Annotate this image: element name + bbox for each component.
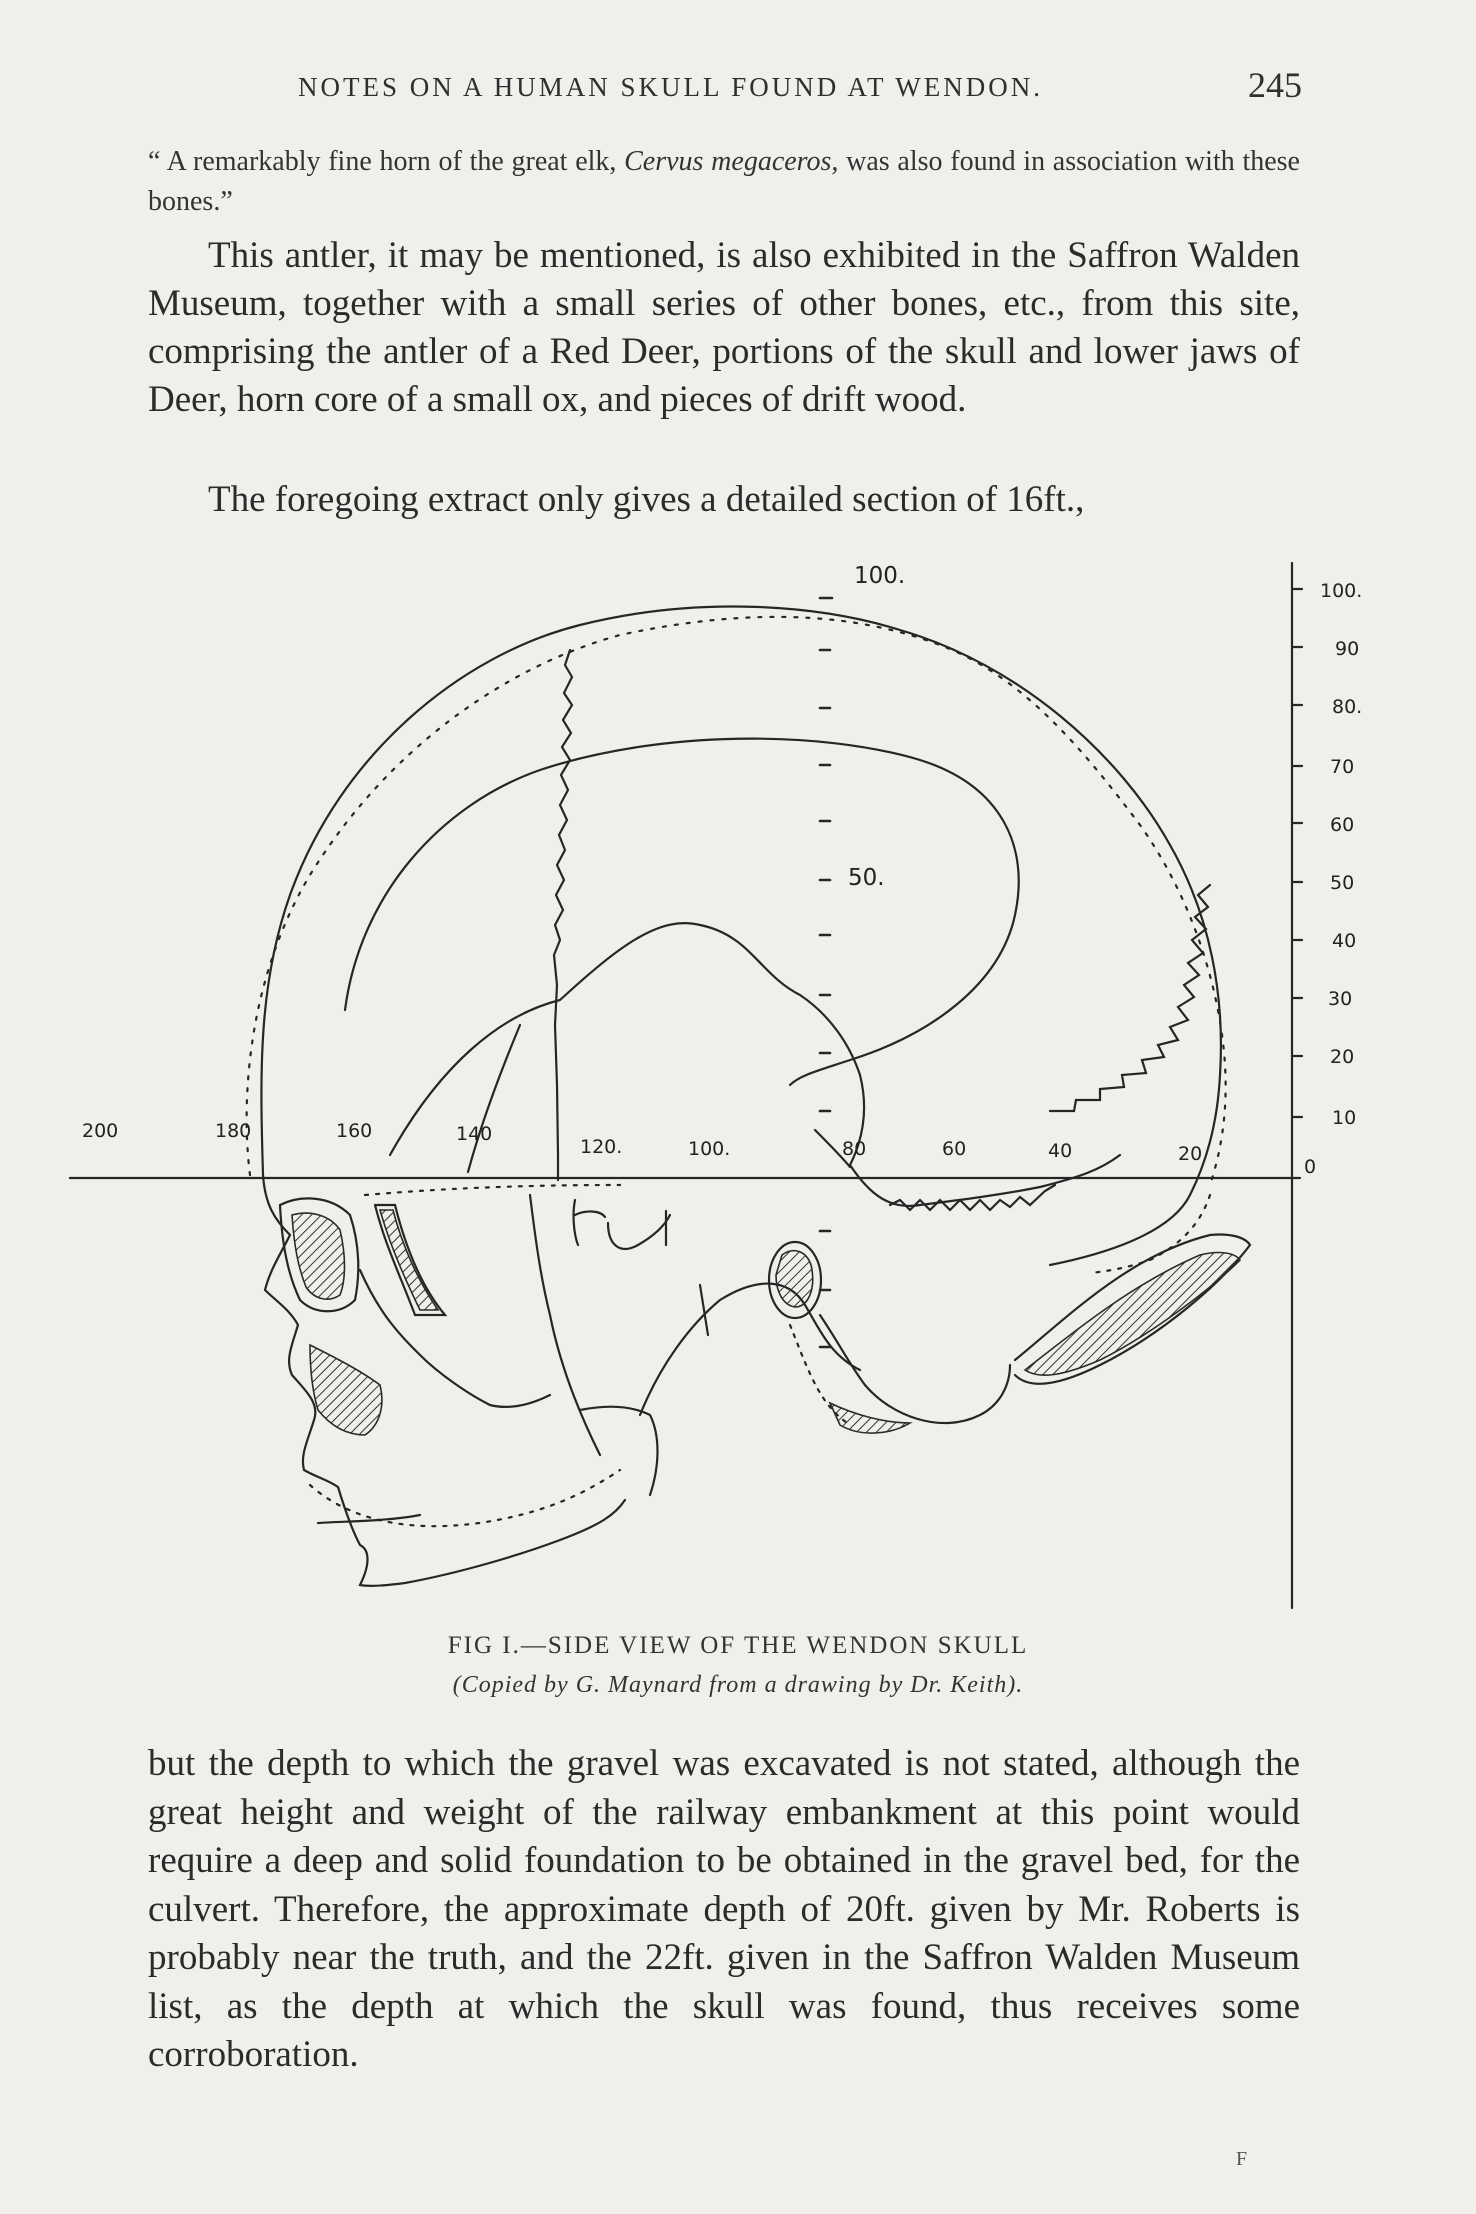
coronal-suture xyxy=(554,650,572,1180)
cranial-vault-outline xyxy=(261,606,1220,1265)
v-label-60: 60 xyxy=(1330,814,1355,836)
h-label-200: 200 xyxy=(82,1120,119,1142)
v-label-40: 40 xyxy=(1332,930,1357,952)
v-label-50: 50 xyxy=(1330,872,1355,894)
lambdoid-suture xyxy=(1050,885,1210,1111)
brain-cavity-outline xyxy=(345,739,1019,1085)
h-label-80: 80 xyxy=(842,1138,867,1160)
v-label-80: 80. xyxy=(1332,696,1363,718)
v-label-70: 70 xyxy=(1330,756,1355,778)
running-head xyxy=(150,64,1302,114)
page-number: 245 xyxy=(1248,65,1302,105)
h-label-120: 120. xyxy=(580,1136,623,1158)
figure-caption: FIG I.—SIDE VIEW OF THE WENDON SKULL xyxy=(447,1632,1029,1659)
h-label-0: 0 xyxy=(1304,1156,1317,1178)
hatch-mandible xyxy=(1025,1253,1240,1376)
hatch-cheek xyxy=(310,1345,382,1435)
hatch-occipital xyxy=(830,1403,910,1433)
h-label-180: 180 xyxy=(215,1120,252,1142)
quoted-passage xyxy=(148,142,1300,222)
v-label-100: 100. xyxy=(1320,580,1363,602)
paragraph-extract: The foregoing extract only gives a detailed section of 16ft., xyxy=(208,479,1085,520)
paragraph-depth: but the depth to which the gravel was excavated is not stated, although the great height and weight of the railway embankment at this point would require a deep and solid foundation to be obtained in the gravel bed, for the culvert. Therefore, the approximate depth of 20ft. given by Mr. Roberts is probably near the truth, and the 22ft. given in the Saffron Walden Museum list, as the depth at which the skull was found, thus receives some corroboration. xyxy=(148,1743,1300,2075)
hatch-ear xyxy=(776,1251,813,1307)
v-label-10: 10 xyxy=(1332,1107,1357,1129)
hatch-orbit xyxy=(292,1213,345,1299)
horizontal-scale xyxy=(82,1120,1316,1178)
quote-text-end: was also found in association with these bones.” xyxy=(148,146,1300,217)
paragraph-antler: This antler, it may be mentioned, is also exhibited in the Saffron Walden Museum, together with a small series of other bones, etc., from this site, comprising the antler of a Red Deer, portions of the skull and lower jaws of Deer, horn core of a small ox, and pieces of drift wood. xyxy=(148,235,1300,420)
h-label-140: 140 xyxy=(456,1123,493,1145)
temporal-squama xyxy=(390,923,1120,1206)
h-label-160: 160 xyxy=(336,1120,373,1142)
skull-figure xyxy=(60,555,1440,1625)
mandible-ramus xyxy=(640,1284,860,1415)
midline-label-100: 100. xyxy=(854,563,906,589)
v-label-90: 90 xyxy=(1335,638,1360,660)
midline-label-50: 50. xyxy=(848,865,885,891)
skull-drawing xyxy=(60,555,1440,1625)
quote-species-name: Cervus megaceros, xyxy=(624,146,839,177)
h-label-40: 40 xyxy=(1048,1140,1073,1162)
figure-credit: (Copied by G. Maynard from a drawing by Dr. Keith). xyxy=(452,1672,1024,1698)
h-label-60: 60 xyxy=(942,1138,967,1160)
v-label-20: 20 xyxy=(1330,1046,1355,1068)
signature-mark: F xyxy=(1236,2148,1248,2170)
v-label-30: 30 xyxy=(1328,988,1353,1010)
hatch-nasal xyxy=(380,1210,438,1310)
h-label-20: 20 xyxy=(1178,1143,1203,1165)
vertical-scale xyxy=(1320,580,1362,1129)
running-title: NOTES ON A HUMAN SKULL FOUND AT WENDON. xyxy=(298,72,1044,102)
h-label-100: 100. xyxy=(688,1138,731,1160)
quote-text-start: “ A remarkably fine horn of the great elk, xyxy=(148,146,625,177)
ear-region-sketch xyxy=(574,1200,670,1249)
